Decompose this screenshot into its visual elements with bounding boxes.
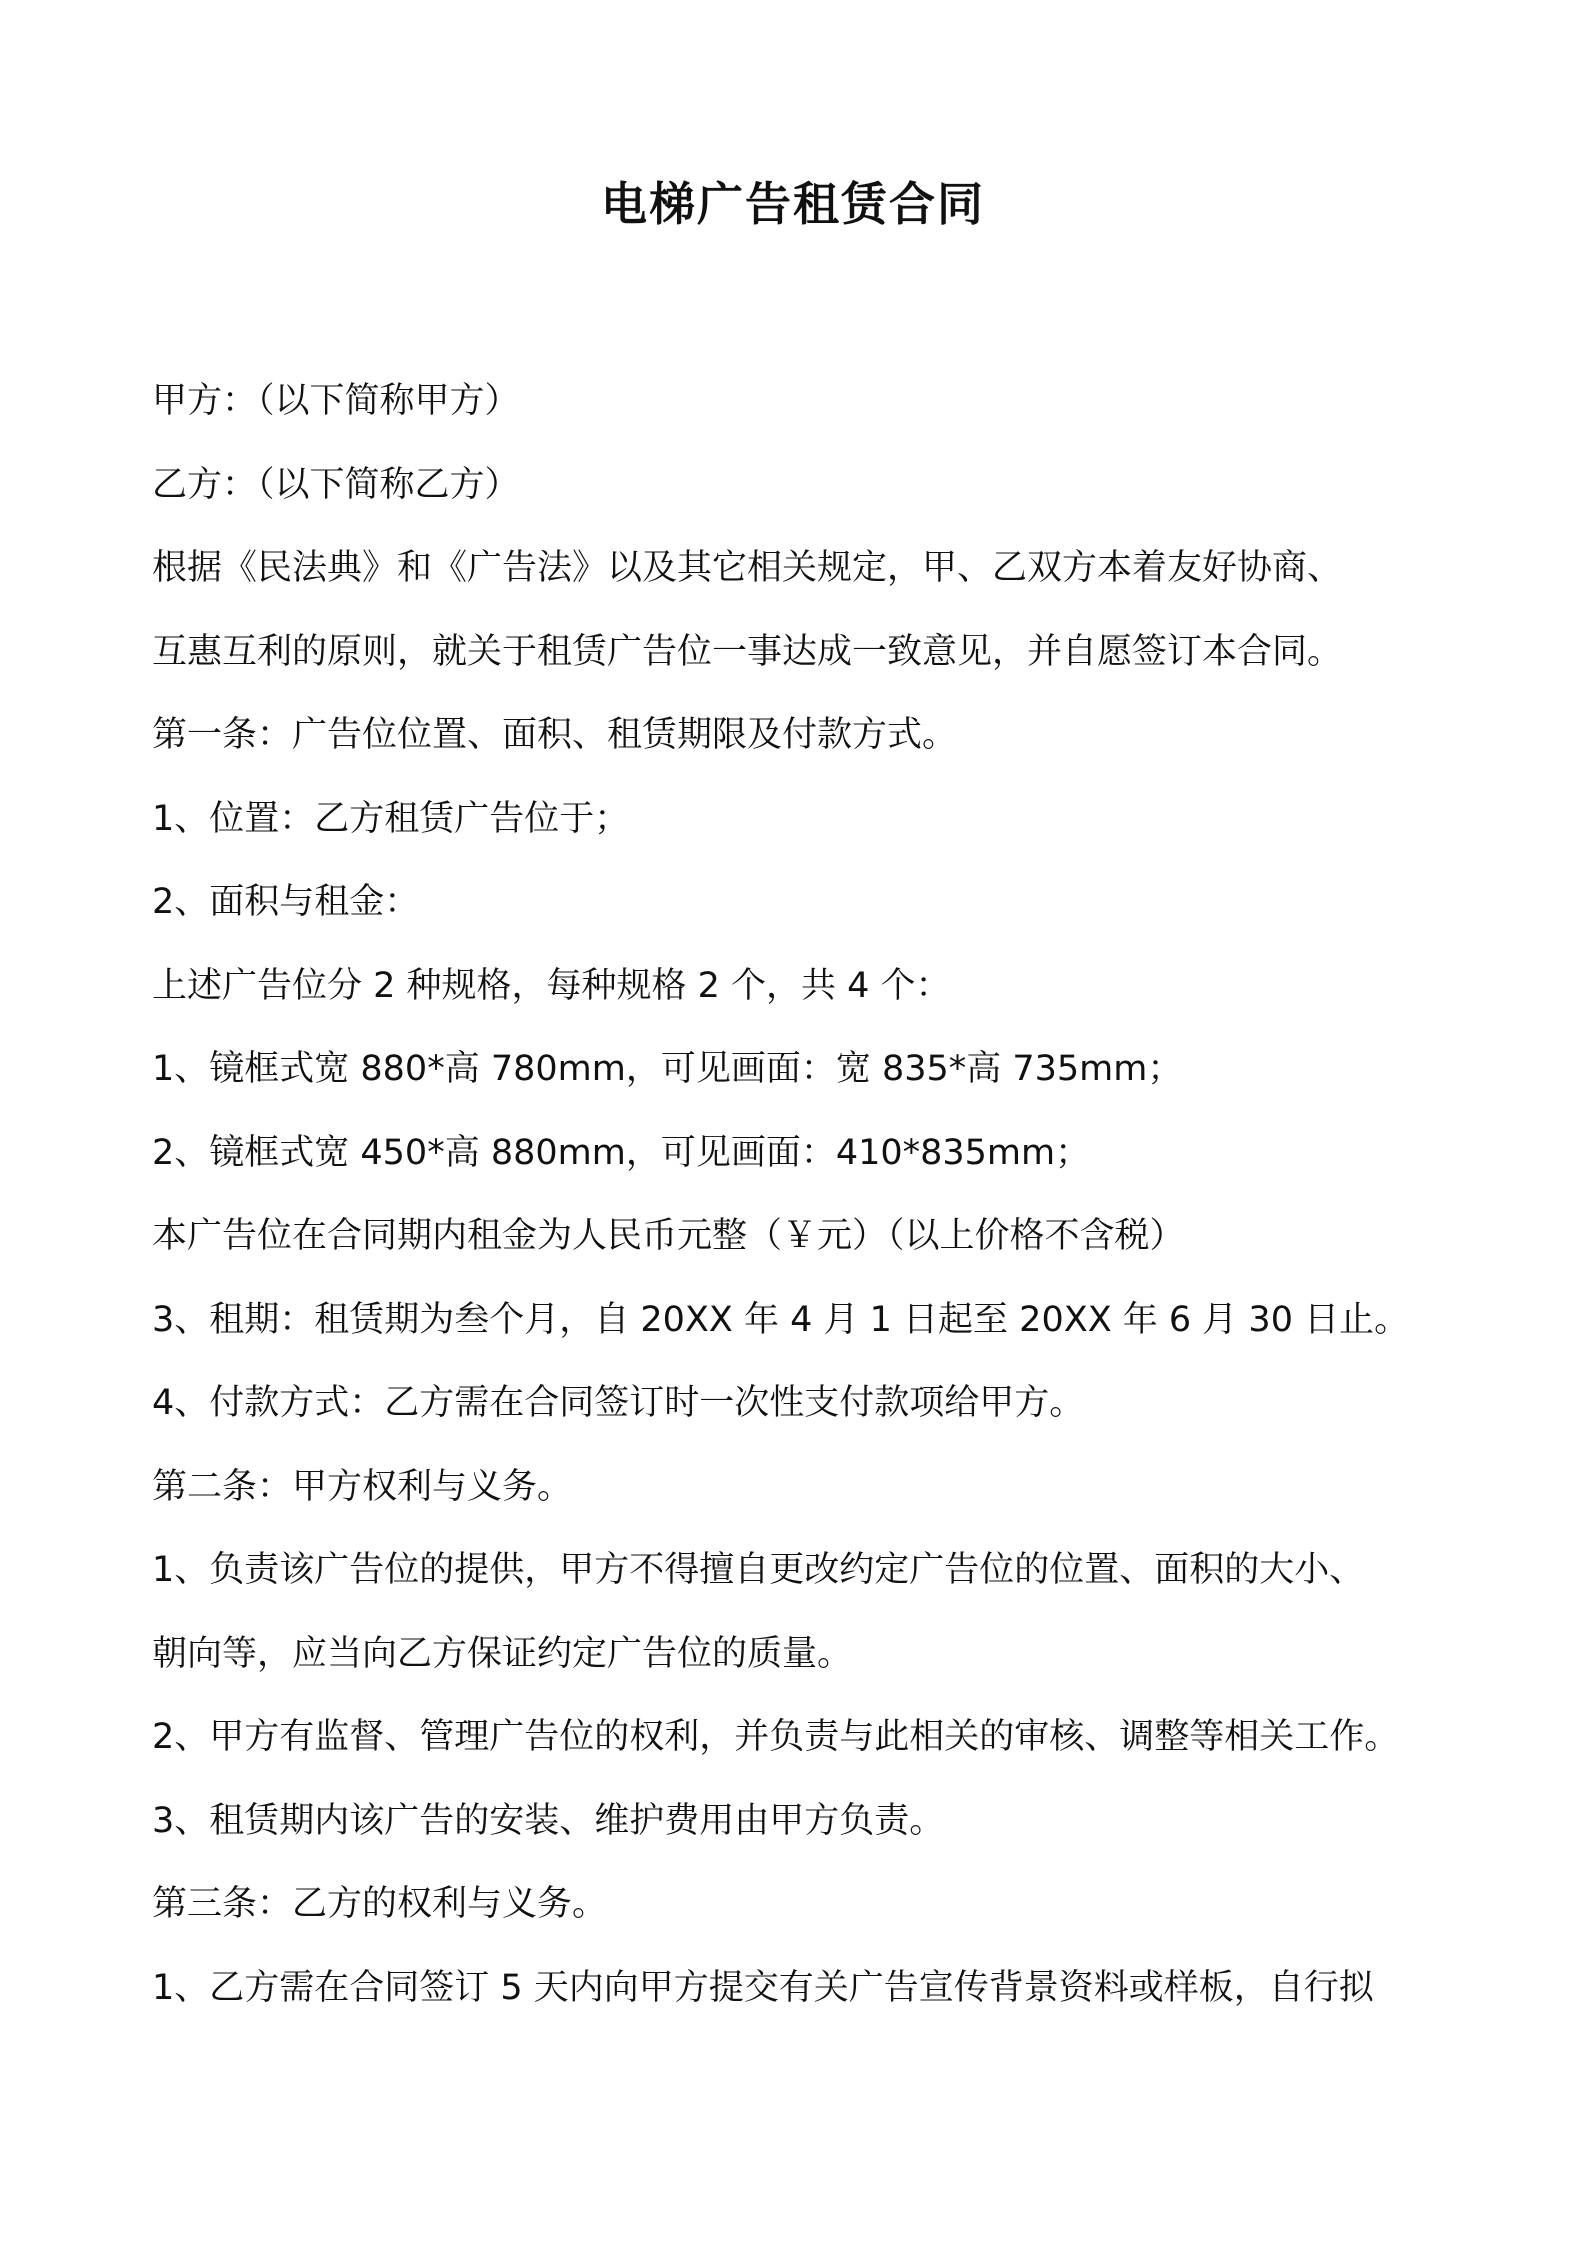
article-2-clause-2: 2、甲方有监督、管理广告位的权利，并负责与此相关的审核、调整等相关工作。: [152, 1717, 1400, 1757]
article-2-clause-1-line-1: 1、负责该广告位的提供，甲方不得擅自更改约定广告位的位置、面积的大小、: [152, 1550, 1365, 1590]
party-a-line: 甲方：（以下简称甲方）: [152, 381, 520, 421]
article-1-heading: 第一条：广告位位置、面积、租赁期限及付款方式。: [152, 715, 958, 755]
article-1-area-rent: 2、面积与租金：: [152, 882, 420, 922]
article-2-heading: 第二条：甲方权利与义务。: [152, 1466, 573, 1507]
preamble-line-2: 互惠互利的原则，就关于租赁广告位一事达成一致意见，并自愿签订本合同。: [152, 631, 1343, 672]
article-1-spec-2: 2、镜框式宽 450*高 880mm，可见画面：410*835mm；: [152, 1132, 1091, 1173]
article-1-spec-1: 1、镜框式宽 880*高 780mm，可见画面：宽 835*高 735mm；: [152, 1049, 1183, 1089]
article-3-clause-1-line-1: 1、乙方需在合同签订 5 天内向甲方提交有关广告宣传背景资料或样板，自行拟: [152, 1967, 1374, 2008]
article-1-lease-term: 3、租期：租赁期为叁个月，自 20XX 年 4 月 1 日起至 20XX 年 6 月 30 日止。: [152, 1299, 1410, 1340]
article-1-location: 1、位置：乙方租赁广告位于；: [152, 798, 630, 839]
article-1-payment-method: 4、付款方式：乙方需在合同签订时一次性支付款项给甲方。: [152, 1383, 1085, 1423]
article-2-clause-3: 3、租赁期内该广告的安装、维护费用由甲方负责。: [152, 1800, 945, 1841]
article-2-clause-1-line-2: 朝向等，应当向乙方保证约定广告位的质量。: [152, 1633, 853, 1674]
party-b-line: 乙方：（以下简称乙方）: [152, 464, 520, 505]
contract-body: [152, 360, 1452, 2030]
article-1-rent-amount: 本广告位在合同期内租金为人民币元整（￥元）（以上价格不含税）: [152, 1216, 1185, 1256]
article-1-spec-summary: 上述广告位分 2 种规格，每种规格 2 个，共 4 个：: [152, 965, 951, 1006]
article-3-heading: 第三条：乙方的权利与义务。: [152, 1884, 608, 1924]
document-title: 电梯广告租赁合同: [601, 177, 985, 231]
preamble-line-1: 根据《民法典》和《广告法》以及其它相关规定，甲、乙双方本着友好协商、: [152, 548, 1343, 588]
